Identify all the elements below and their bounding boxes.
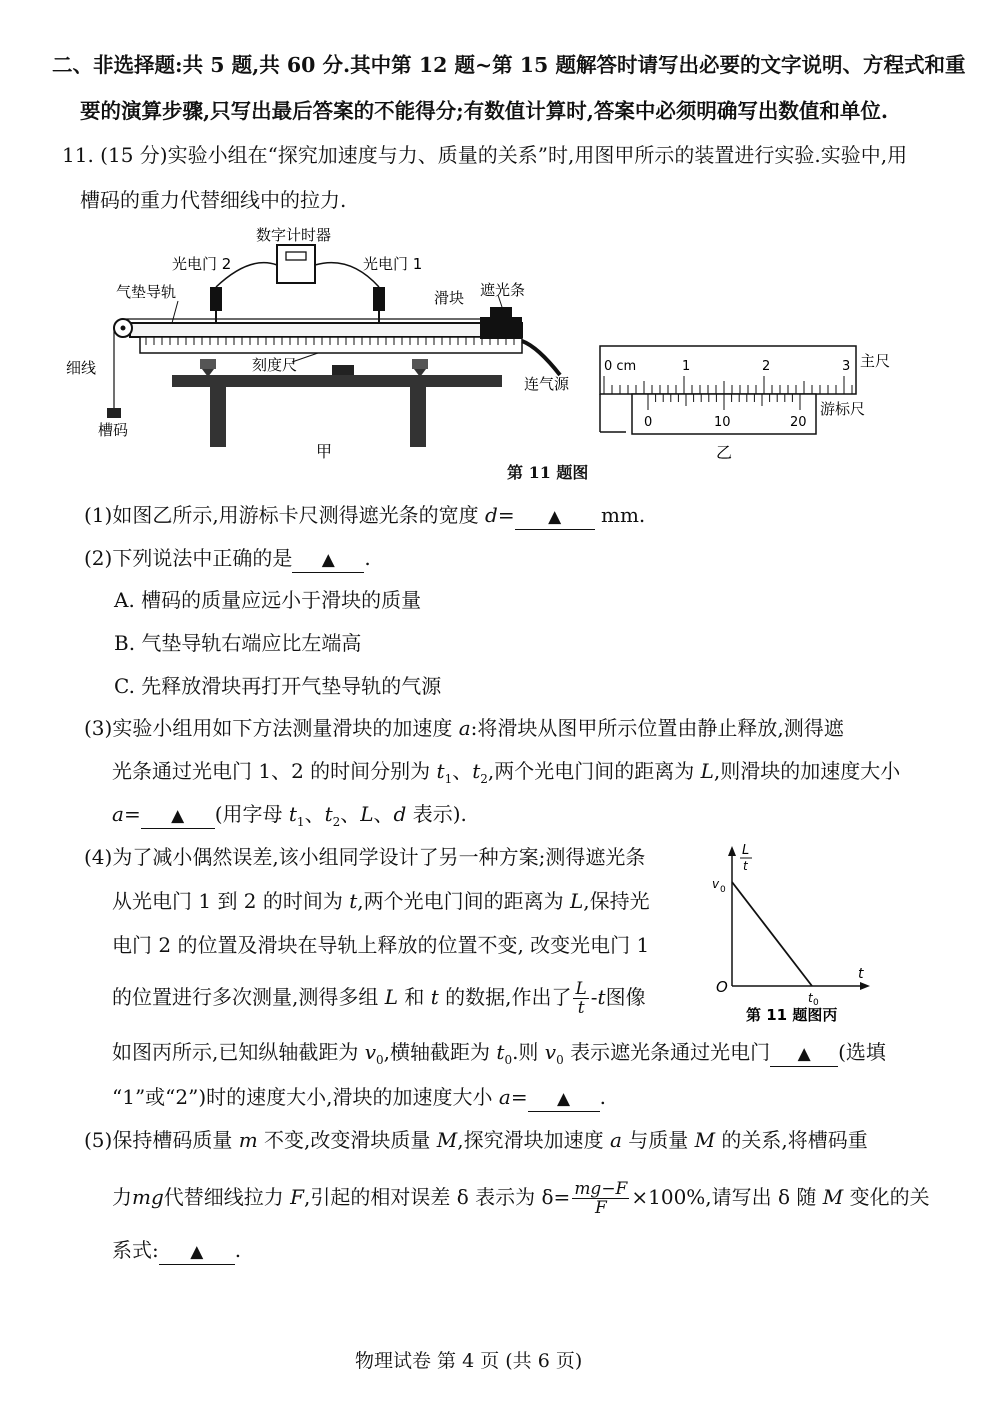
origin-label: O [716,978,728,996]
air-track [130,323,522,337]
vernier-tick-10: 10 [714,415,731,430]
y-label-num: L [742,843,750,858]
hook-weight [107,408,121,418]
q11-part2: (2)下列说法中正确的是 ▲ . [84,543,371,573]
photogate-1 [373,287,385,311]
shade-strip [490,307,512,318]
label-gate1: 光电门 1 [363,255,423,273]
page-footer: 物理试卷 第 4 页 (共 6 页) [355,1350,583,1372]
label-yi: 乙 [716,443,733,460]
answer-blank-4b[interactable]: ▲ [528,1085,600,1112]
table-leg-left [210,387,226,447]
figure-yi-vernier [596,340,916,460]
q11-part5-line2: 力mg代替细线拉力 F,引起的相对误差 δ 表示为 δ= $\frac{mg-F}{F}$ ×100%,请写出 δ 随 M 变化的关 [112,1179,930,1218]
label-slider: 滑块 [434,289,465,307]
main-tick-3: 3 [842,359,851,374]
scale-ruler [140,337,522,353]
graph-line [732,882,812,986]
label-vernier-scale: 游标尺 [820,400,866,418]
option-a: A. 槽码的质量应远小于滑块的质量 [114,588,422,612]
table-top [172,375,502,387]
digital-timer [277,245,315,283]
q11-part4-line6: “1”或“2”)时的速度大小,滑块的加速度大小 a= ▲ . [112,1082,606,1112]
label-weight: 槽码 [98,421,129,439]
q11-part4-line3: 电门 2 的位置及滑块在导轨上释放的位置不变, 改变光电门 1 [112,933,650,957]
svg-text:0: 0 [813,998,819,1008]
answer-blank-3[interactable]: ▲ [141,802,215,829]
label-jia: 甲 [316,442,333,461]
label-main-scale: 主尺 [860,352,891,370]
y-label-den: t [743,859,748,873]
main-tick-1: 1 [682,359,691,374]
figure-caption: 第 11 题图 [507,463,589,482]
label-timer: 数字计时器 [256,226,332,244]
answer-blank-5[interactable]: ▲ [159,1238,235,1265]
t-axis-label: t [858,966,864,982]
label-air: 连气源 [524,375,570,393]
q11-part1: (1)如图乙所示,用游标卡尺测得遮光条的宽度 d= ▲ mm. [84,500,645,530]
t0-label: t [808,991,813,1005]
q11-stem-line2: 槽码的重力代替细线中的拉力. [80,188,347,212]
air-hose [522,341,560,375]
q11-part4-line5: 如图丙所示,已知纵轴截距为 $v_0$,横轴截距为 $t_0$.则 $v_0$ 表示遮光条通过光电门 ▲ (选填 [112,1040,886,1067]
section-header-line1: 二、非选择题:共 5 题,共 60 分.其中第 12 题~第 15 题解答时请写出必要的文字说明、方程式和重 [52,53,966,77]
vernier-tick-0: 0 [644,415,653,430]
answer-blank-4a[interactable]: ▲ [770,1040,838,1067]
main-tick-2: 2 [762,359,771,374]
figure-bing-graph [706,840,886,1030]
answer-blank-2[interactable]: ▲ [292,546,364,573]
q11-part5-line3: 系式: ▲ . [112,1235,241,1265]
q11-part4-line1: (4)为了减小偶然误差,该小组同学设计了另一种方案;测得遮光条 [84,845,646,869]
label-track: 气垫导轨 [116,283,177,301]
q11-part4-line2: 从光电门 1 到 2 的时间为 t,两个光电门间的距离为 L,保持光 [112,889,650,913]
photogate-2 [210,287,222,311]
main-tick-0: 0 cm [604,359,637,374]
section-header-line2: 要的演算步骤,只写出最后答案的不能得分;有数值计算时,答案中必须明确写出数值和单位. [80,99,888,123]
q11-part3-line3: a= ▲ (用字母 $t_1$、$t_2$、L、d 表示). [112,802,467,829]
label-scale: 刻度尺 [252,356,298,374]
main-scale [600,346,856,394]
svg-text:0: 0 [720,885,726,895]
option-c: C. 先释放滑块再打开气垫导轨的气源 [114,674,442,698]
label-shade: 遮光条 [480,281,526,299]
figure-jia-apparatus [60,225,600,465]
label-string: 细线 [66,359,97,377]
table-leg-right [410,387,426,447]
slider-block [480,317,522,339]
q11-part3-line1: (3)实验小组用如下方法测量滑块的加速度 a:将滑块从图甲所示位置由静止释放,测得遮 [84,716,844,740]
q11-part4-line4: 的位置进行多次测量,测得多组 L 和 t 的数据,作出了 $\frac{L}{t}$ -t图像 [112,979,646,1018]
answer-blank-1[interactable]: ▲ [515,503,595,530]
label-gate2: 光电门 2 [172,255,232,273]
q11-stem-line1: 11. (15 分)实验小组在“探究加速度与力、质量的关系”时,用图甲所示的装置进行实验.实验中,用 [62,143,908,167]
q11-part5-line1: (5)保持槽码质量 m 不变,改变滑块质量 M,探究滑块加速度 a 与质量 M 的关系,将槽码重 [84,1128,868,1152]
q11-part3-line2: 光条通过光电门 1、2 的时间分别为 $t_1$、$t_2$,两个光电门间的距离为 L,则滑块的加速度大小 [112,759,901,786]
vernier-tick-20: 20 [790,415,807,430]
graph-caption: 第 11 题图丙 [746,1006,838,1024]
v0-label: v [712,877,720,891]
option-b: B. 气垫导轨右端应比左端高 [114,631,362,655]
